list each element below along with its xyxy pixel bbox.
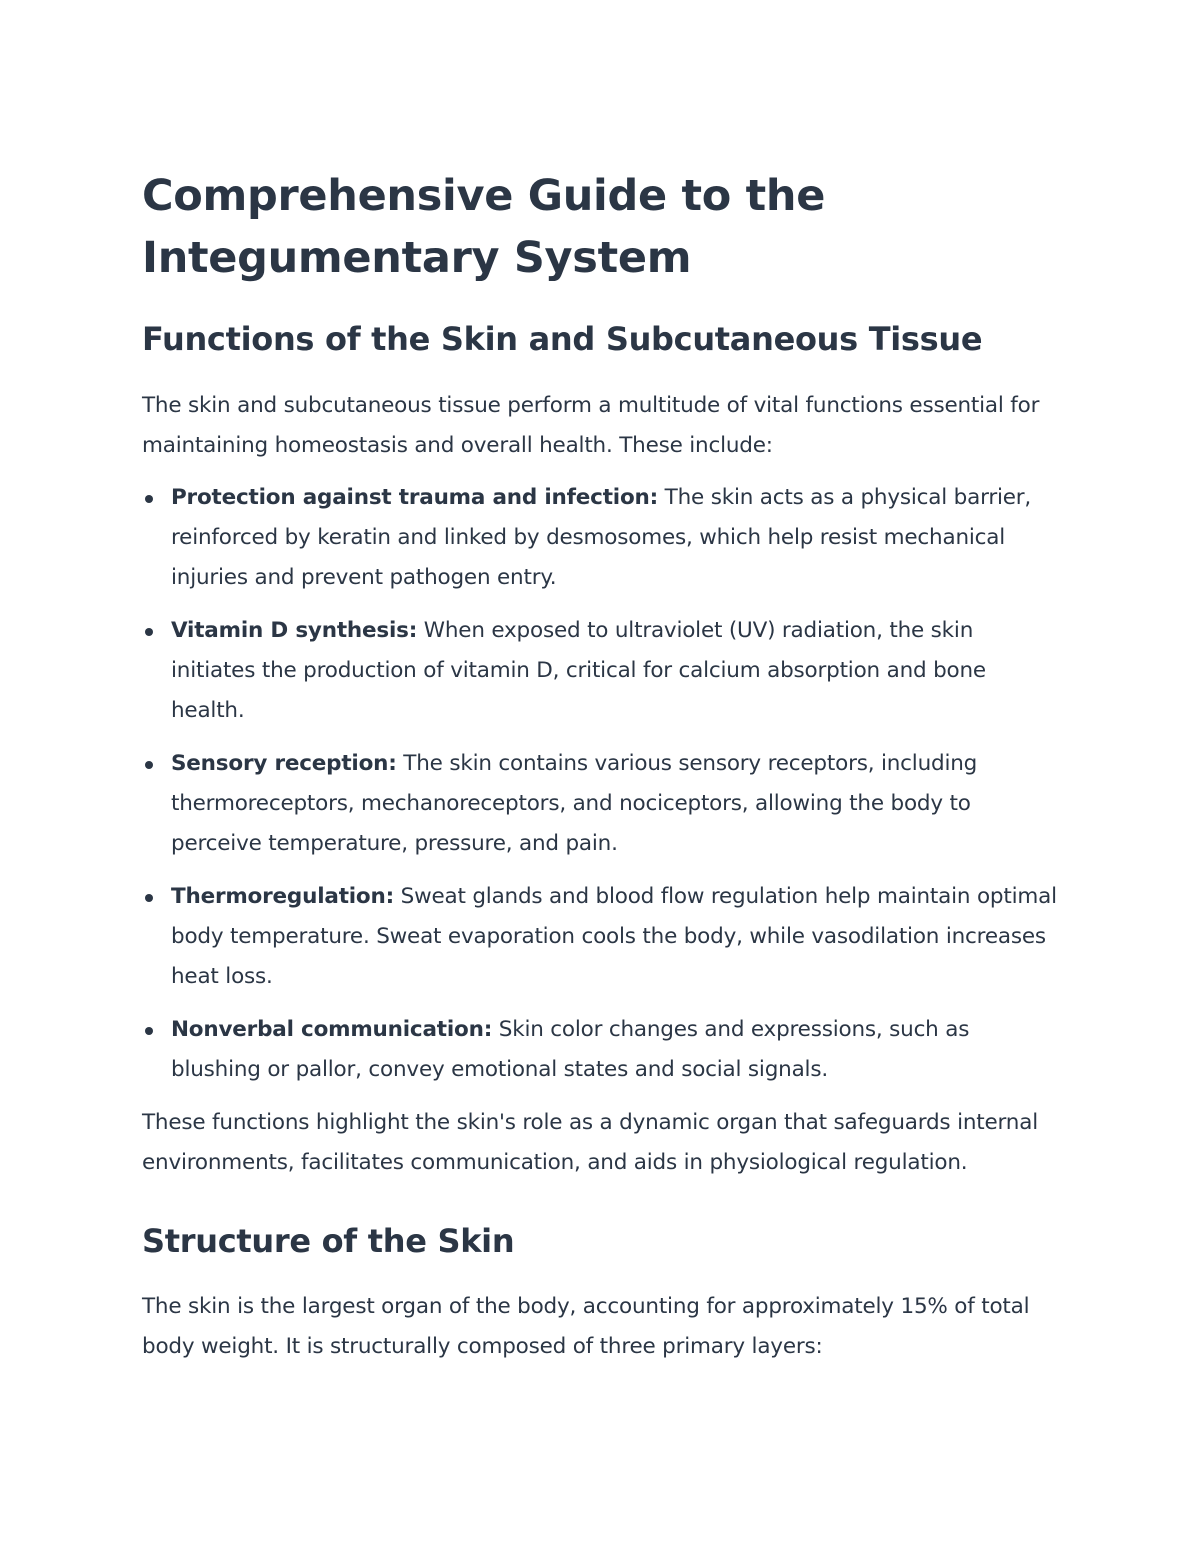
list-item-vitamin-d: [171, 611, 1062, 731]
list-item-text: The skin acts as a physical barrier, reinforced by keratin and linked by desmosomes, which help resist mechanical injuries and prevent pathogen entry.: [171, 485, 1032, 590]
functions-list: [142, 478, 1062, 1090]
list-item-text: Skin color changes and expressions, such as blushing or pallor, convey emotional states and social signals.: [171, 1017, 970, 1082]
list-item-term: Sensory reception:: [171, 751, 397, 776]
list-item-term: Protection against trauma and infection:: [171, 485, 659, 510]
list-item-thermoregulation: [171, 877, 1062, 997]
list-item-text: When exposed to ultraviolet (UV) radiation, the skin initiates the production of vitamin D, critical for calcium absorption and bone health.: [171, 618, 986, 723]
functions-intro-paragraph: The skin and subcutaneous tissue perform a multitude of vital functions essential for maintaining homeostasis and overall health. These include:: [142, 393, 1040, 458]
section-heading-functions: Functions of the Skin and Subcutaneous Tissue: [142, 320, 983, 358]
structure-intro-paragraph: The skin is the largest organ of the body, accounting for approximately 15% of total body weight. It is structurally composed of three primary layers:: [142, 1294, 1030, 1359]
page-title: Comprehensive Guide to the Integumentary System: [142, 171, 826, 283]
list-item-sensory: [171, 744, 1062, 864]
list-item-term: Nonverbal communication:: [171, 1017, 493, 1042]
functions-closing-paragraph: These functions highlight the skin's role as a dynamic organ that safeguards internal environments, facilitates communication, and aids in physiological regulation.: [142, 1110, 1038, 1175]
list-item-communication: [171, 1010, 1062, 1090]
document-page: [142, 165, 1062, 1367]
list-item-term: Thermoregulation:: [171, 884, 395, 909]
list-item-text: The skin contains various sensory receptors, including thermoreceptors, mechanoreceptors, and nociceptors, allowing the body to perceive temperature, pressure, and pain.: [171, 751, 978, 856]
list-item-term: Vitamin D synthesis:: [171, 618, 418, 643]
section-heading-structure: Structure of the Skin: [142, 1222, 515, 1260]
list-item-text: Sweat glands and blood flow regulation help maintain optimal body temperature. Sweat evaporation cools the body, while vasodilation increases heat loss.: [171, 884, 1057, 989]
list-item-protection: [171, 478, 1062, 598]
